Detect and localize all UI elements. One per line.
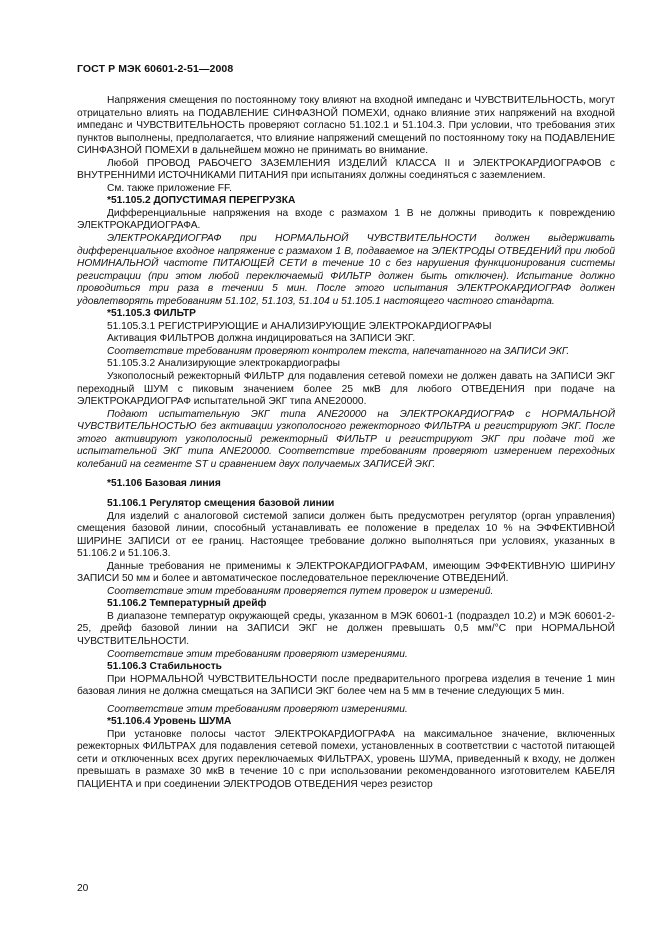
subsection-heading: *51.106.4 Уровень ШУМА — [107, 716, 232, 728]
paragraph: В диапазоне температур окружающей среды, указанном в МЭК 60601-1 (подраздел 10.2) и МЭК 60601-2-25, дрейф базовой линии на ЗАПИСИ ЭКГ не должен превышать 0,5 мм/°С при НОРМАЛЬНОЙ ЧУВСТВИТЕЛЬНОСТИ. — [77, 610, 615, 647]
paragraph: Для изделий с аналоговой системой записи должен быть предусмотрен регулятор (орган управления) смещения базовой линии, способный устанавливать ее положение в пределах 10 % на ЭФФЕКТИВНОЙ ШИРИНЕ ЗАПИСИ от ее границ. Настоящее требование должно выполняться при условиях, указанных в 51.106.2 и 51.106.3. — [77, 510, 615, 560]
paragraph: Дифференциальные напряжения на входе с размахом 1 В не должны приводить к повреждению ЭЛЕКТРОКАРДИОГРАФА. — [77, 207, 615, 232]
subsection-heading: 51.106.2 Температурный дрейф — [107, 598, 267, 610]
document-body — [77, 95, 615, 792]
page-number: 20 — [77, 883, 89, 894]
section-heading: *51.105.2 ДОПУСТИМАЯ ПЕРЕГРУЗКА — [107, 195, 296, 207]
paragraph: Активация ФИЛЬТРОВ должна индицироваться на ЗАПИСИ ЭКГ. — [107, 333, 416, 345]
subsection-heading: 51.106.1 Регулятор смещения базовой линии — [107, 497, 335, 509]
paragraph: Узкополосный режекторный ФИЛЬТР для подавления сетевой помехи не должен давать на ЗАПИСИ ЭКГ переходный ШУМ с пиковым значением более 25 мкВ для любого ОТВЕДЕНИЯ при подаче на ЭЛЕКТРОКАРДИОГРАФ испытательной ЭКГ типа ANE20000. — [77, 371, 615, 408]
paragraph: При установке полосы частот ЭЛЕКТРОКАРДИОГРАФА на максимальное значение, включенных режекторных ФИЛЬТРАХ для подавления сетевой помехи, установленных в соответствии с частотой питающей сети и отключенных всех других переключаемых ФИЛЬТРАХ, уровень ШУМА, приведенный к входу, не должен превышать в размахе 30 мкВ в течение 10 с при использовании рекомендованного изготовителем КАБЕЛЯ ПАЦИЕНТА и при соединении ЭЛЕКТРОДОВ ОТВЕДЕНИЯ через резистор — [77, 728, 615, 790]
section-heading: *51.105.3 ФИЛЬТР — [107, 308, 196, 320]
subsection-heading: 51.105.3.2 Анализирующие электрокардиографы — [107, 358, 340, 370]
paragraph: Любой ПРОВОД РАБОЧЕГО ЗАЗЕМЛЕНИЯ ИЗДЕЛИЙ КЛАССА II и ЭЛЕКТРОКАРДИОГРАФОВ с ВНУТРЕННИМИ ИСТОЧНИКАМИ ПИТАНИЯ при испытаниях должны соединяться с заземлением. — [77, 157, 615, 182]
paragraph: При НОРМАЛЬНОЙ ЧУВСТВИТЕЛЬНОСТИ после предварительного прогрева изделия в течение 1 мин базовая линия не должна смещаться на ЗАПИСИ ЭКГ более чем на 5 мм в течение следующих 5 мин. — [77, 673, 615, 698]
compliance-note: Соответствие требованиям проверяют контролем текста, напечатанного на ЗАПИСИ ЭКГ. — [107, 345, 570, 357]
subsection-heading: 51.105.3.1 РЕГИСТРИРУЮЩИЕ и АНАЛИЗИРУЮЩИЕ ЭЛЕКТРОКАРДИОГРАФЫ — [107, 320, 492, 332]
document-header: ГОСТ Р МЭК 60601-2-51—2008 — [77, 63, 234, 75]
paragraph: Напряжения смещения по постоянному току влияют на входной импеданс и ЧУВСТВИТЕЛЬНОСТЬ, могут отрицательно влиять на ПОДАВЛЕНИЕ СИНФАЗНОЙ ПОМЕХИ, однако влияние этих напряжений на входной импеданс и ЧУВСТВИТЕЛЬНОСТЬ проверяют согласно 51.102.1 и 51.104.3. При условии, что требования этих пунктов выполнены, предполагается, что влияние напряжений смещений по постоянному току на ПОДАВЛЕНИЕ СИНФАЗНОЙ ПОМЕХИ в дальнейшем можно не принимать во внимание. — [77, 95, 615, 157]
compliance-note: Соответствие этим требованиям проверяют измерениями. — [107, 648, 408, 660]
paragraph-italic: ЭЛЕКТРОКАРДИОГРАФ при НОРМАЛЬНОЙ ЧУВСТВИТЕЛЬНОСТИ должен выдерживать дифференциальное входное напряжение с размахом 1 В, подаваемое на ЭЛЕКТРОДЫ ОТВЕДЕНИЙ при любой НОМИНАЛЬНОЙ частоте ПИТАЮЩЕЙ СЕТИ в течение 10 с без нарушения функционирования системы регистрации (при этом любой переключаемый ФИЛЬТР должен быть отключен). Испытание должно проводиться три раза в течении 5 мин. После этого испытания ЭЛЕКТРОКАРДИОГРАФ должен удовлетворять требованиям 51.102, 51.103, 51.104 и 51.105.1 настоящего частного стандарта. — [77, 233, 615, 307]
paragraph: Данные требования не применимы к ЭЛЕКТРОКАРДИОГРАФАМ, имеющим ЭФФЕКТИВНУЮ ШИРИНУ ЗАПИСИ 50 мм и более и автоматическое последовательное переключение ОТВЕДЕНИЙ. — [77, 560, 615, 585]
paragraph: См. также приложение FF. — [107, 182, 232, 194]
section-heading: *51.106 Базовая линия — [107, 478, 221, 490]
compliance-note: Соответствие этим требованиям проверяется путем проверок и измерений. — [107, 585, 494, 597]
paragraph-italic: Подают испытательную ЭКГ типа ANE20000 на ЭЛЕКТРОКАРДИОГРАФ с НОРМАЛЬНОЙ ЧУВСТВИТЕЛЬНОСТЬЮ без активации узкополосного режекторного ФИЛЬТРА и регистрируют ЭКГ. После этого активируют узкополосный режекторный ФИЛЬТР и регистрируют ЭКГ при подаче той же испытательной ЭКГ типа ANE20000. Соответствие требованиям проверяют измерением переходных колебаний на сегменте ST и сравнением двух получаемых ЗАПИСЕЙ ЭКГ. — [77, 408, 615, 470]
subsection-heading: 51.106.3 Стабильность — [107, 661, 222, 673]
compliance-note: Соответствие этим требованиям проверяют измерениями. — [107, 703, 408, 715]
